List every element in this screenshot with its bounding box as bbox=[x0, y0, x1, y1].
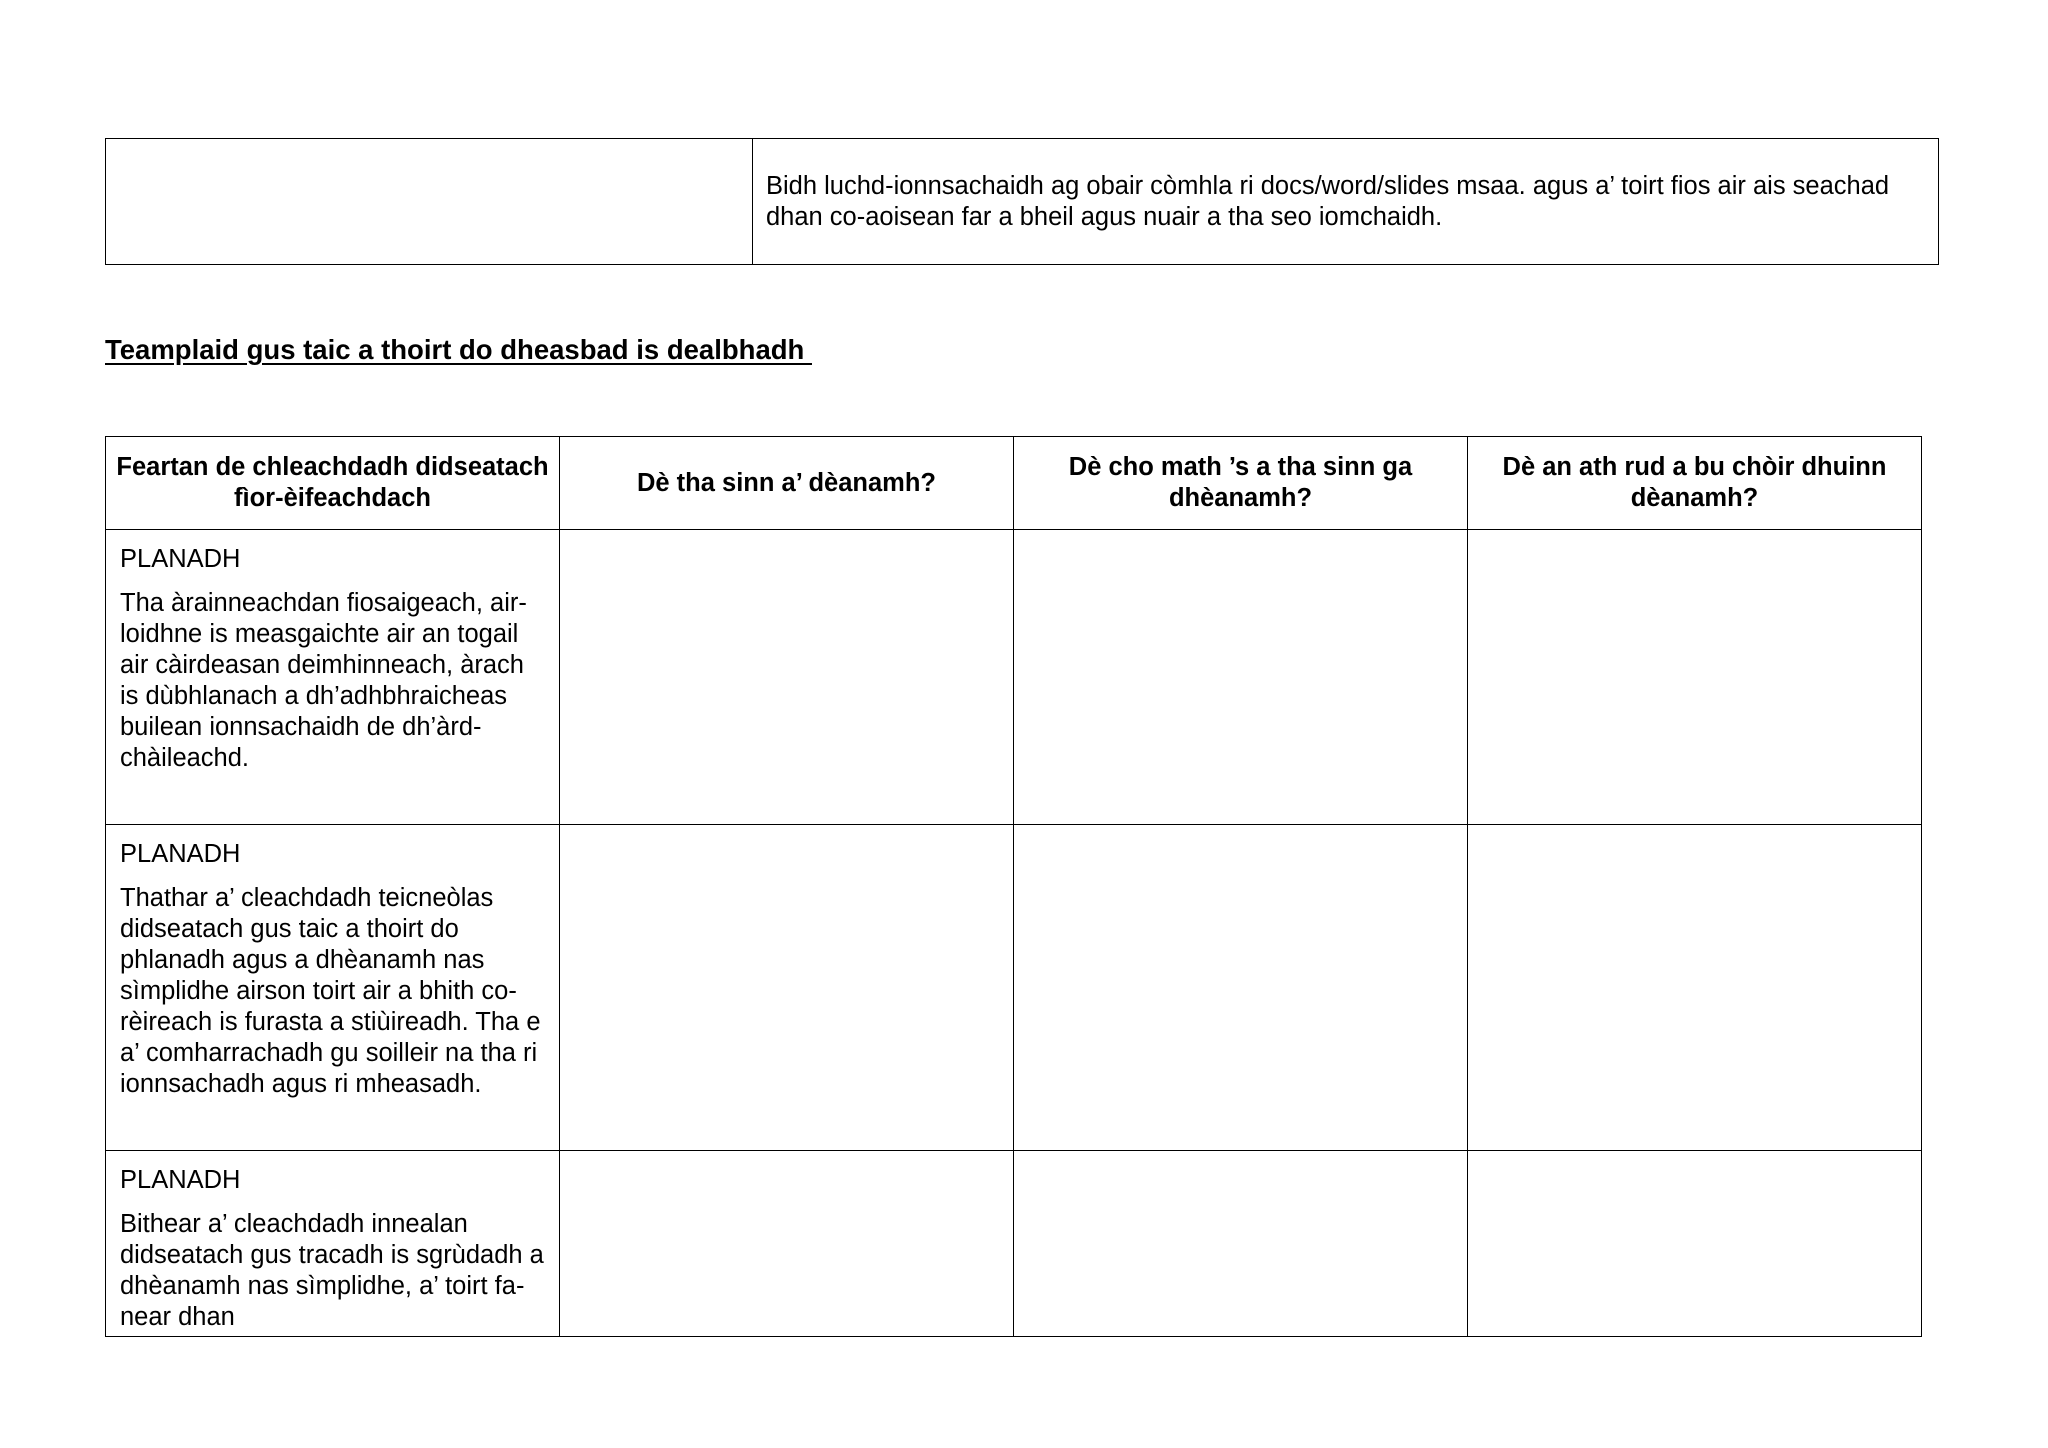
what-we-do-cell[interactable] bbox=[560, 530, 1014, 825]
how-well-cell[interactable] bbox=[1014, 530, 1468, 825]
section-heading: Teamplaid gus taic a thoirt do dheasbad is dealbhadh bbox=[105, 334, 812, 365]
column-header-features: Feartan de chleachdadh didseatach fìor-èifeachdach bbox=[106, 437, 560, 530]
next-steps-cell[interactable] bbox=[1468, 530, 1922, 825]
row-description: Tha àrainneachdan fiosaigeach, air-loidhne is measgaichte air an togail air càirdeasan deimhinneach, àrach is dùbhlanach a dh’adhbhraicheas builean ionnsachaidh de dh’àrd-chàileachd. bbox=[120, 589, 527, 772]
what-we-do-cell[interactable] bbox=[560, 1151, 1014, 1337]
column-header-next-steps: Dè an ath rud a bu chòir dhuinn dèanamh? bbox=[1468, 437, 1922, 530]
column-header-how-well: Dè cho math ’s a tha sinn ga dhèanamh? bbox=[1014, 437, 1468, 530]
next-steps-cell[interactable] bbox=[1468, 1151, 1922, 1337]
table-row bbox=[106, 1151, 1922, 1337]
feature-cell bbox=[106, 825, 560, 1151]
feature-cell bbox=[106, 1151, 560, 1337]
feature-cell bbox=[106, 530, 560, 825]
practice-table bbox=[105, 436, 1922, 1337]
row-description: Bithear a’ cleachdadh innealan didseatach gus tracadh is sgrùdadh a dhèanamh nas sìmplidhe, a’ toirt fa-near dhan bbox=[120, 1210, 544, 1331]
top-table-left-cell bbox=[106, 139, 753, 265]
how-well-cell[interactable] bbox=[1014, 825, 1468, 1151]
table-row bbox=[106, 825, 1922, 1151]
how-well-cell[interactable] bbox=[1014, 1151, 1468, 1337]
row-label: PLANADH bbox=[120, 545, 241, 573]
top-table-text: Bidh luchd-ionnsachaidh ag obair còmhla ri docs/word/slides msaa. agus a’ toirt fios air ais seachad dhan co-aoisean far a bheil agus nuair a tha seo iomchaidh. bbox=[766, 172, 1890, 231]
table-row bbox=[106, 530, 1922, 825]
top-table bbox=[105, 138, 1939, 265]
table-row bbox=[106, 139, 1939, 265]
top-table-right-cell bbox=[753, 139, 1939, 265]
what-we-do-cell[interactable] bbox=[560, 825, 1014, 1151]
column-header-what-we-do: Dè tha sinn a’ dèanamh? bbox=[560, 437, 1014, 530]
next-steps-cell[interactable] bbox=[1468, 825, 1922, 1151]
table-header-row bbox=[106, 437, 1922, 530]
row-label: PLANADH bbox=[120, 840, 241, 868]
row-description: Thathar a’ cleachdadh teicneòlas didseatach gus taic a thoirt do phlanadh agus a dhèanamh nas sìmplidhe airson toirt air a bhith co-rèireach is furasta a stiùireadh. Tha e a’ comharrachadh gu soilleir na tha ri ionnsachadh agus ri mheasadh. bbox=[120, 884, 541, 1098]
row-label: PLANADH bbox=[120, 1166, 241, 1194]
